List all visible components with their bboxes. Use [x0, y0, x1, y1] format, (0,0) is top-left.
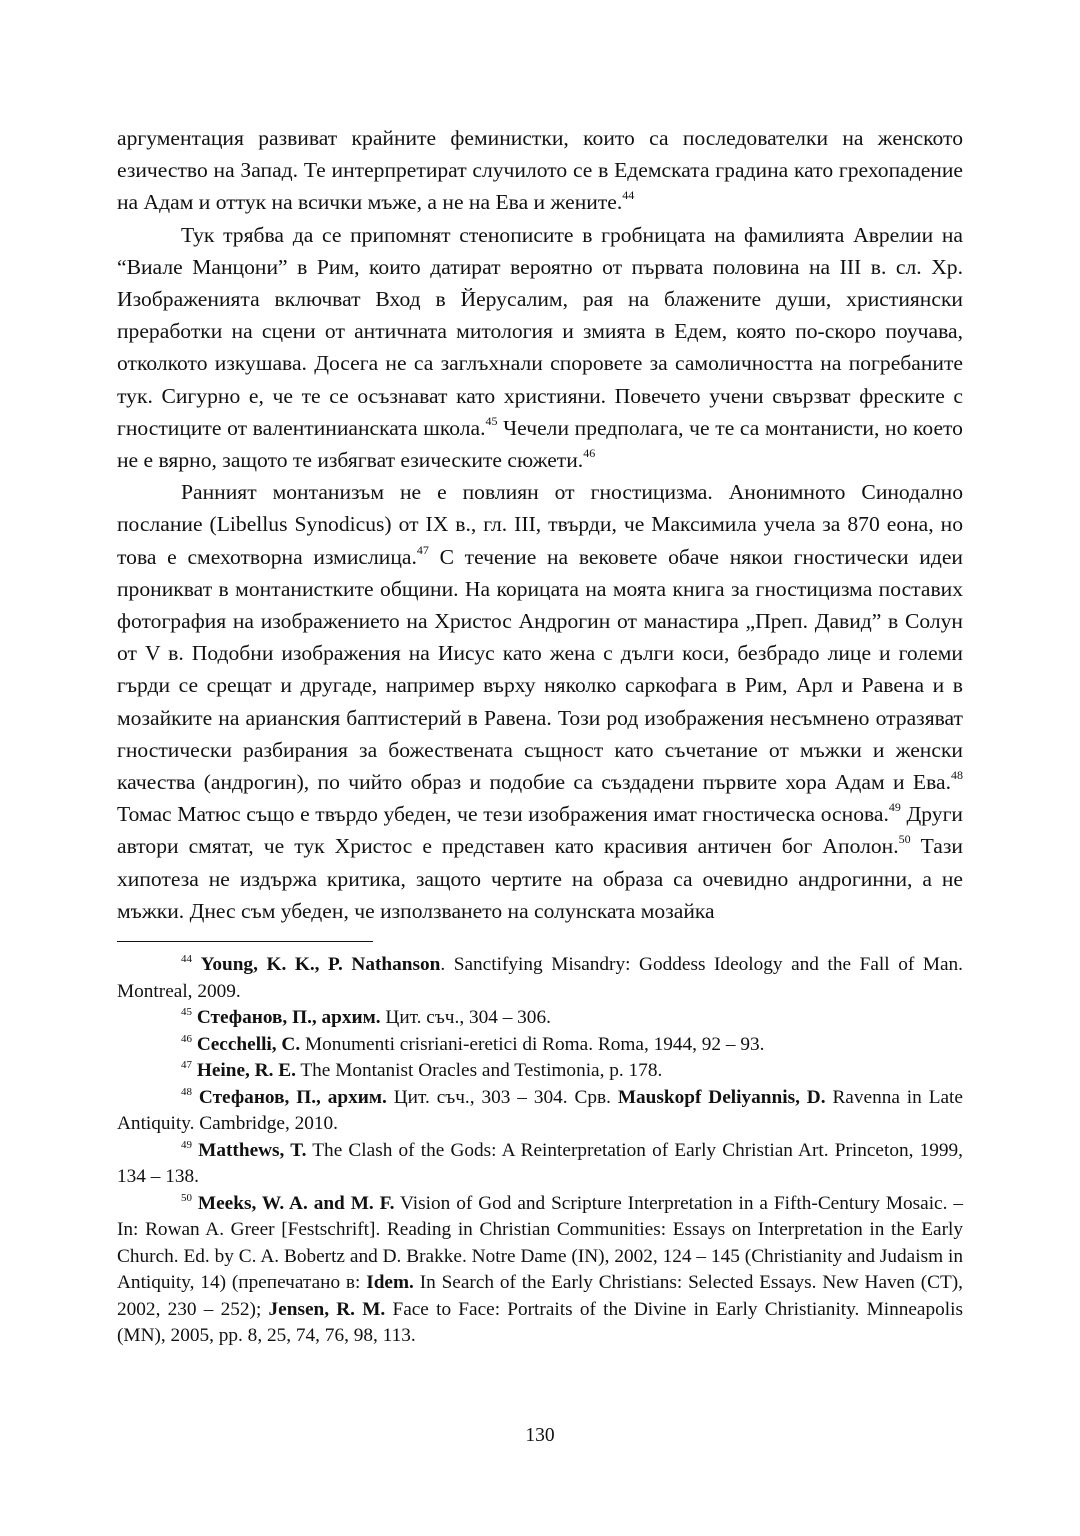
footnote-author: Meeks, W. A. and M. F.: [197, 1192, 395, 1214]
footnote-number: 50: [181, 1191, 192, 1204]
footnote-number: 45: [181, 1006, 192, 1019]
body-text: [117, 122, 963, 927]
footnote-44: [117, 952, 963, 1005]
footnote-number: 46: [181, 1032, 192, 1045]
footnote-number: 44: [181, 953, 192, 966]
footnote-author-3: Jensen, R. M.: [268, 1298, 386, 1320]
footnote-text: Цит. съч., 304 – 306.: [380, 1007, 551, 1029]
footnote-number: 49: [181, 1138, 192, 1151]
footnote-49: [117, 1138, 963, 1191]
page-number: 130: [525, 1425, 555, 1446]
footnote-ref-44[interactable]: 44: [622, 188, 635, 203]
document-page: [117, 122, 963, 1350]
footnote-45: [117, 1005, 963, 1032]
footnote-author-2: Mauskopf Deliyannis, D.: [617, 1086, 826, 1108]
footnote-text: . Sanctifying Misandry: Goddess Ideology and the Fall of Man. Montreal, 2009.: [117, 954, 963, 1002]
footnote-ref-46[interactable]: 46: [583, 446, 596, 461]
paragraph-3-text-1: Ранният монтанизъм не е повлиян от гностицизма. Анонимното Синодално послание (Libellus Synodicus) от IX в., гл. III, твърди, че Максимила учела за 870 еона, но това е смехотворна измислица.: [117, 480, 963, 569]
paragraph-3-text-5: Тази хипотеза не издържа критика, защото чертите на образа са очевидно андрогинни, а не мъжки. Днес съм убеден, че използването на солунската мозайка: [117, 834, 963, 923]
footnote-text-2: In Search of the Early Christians: Selected Essays. New Haven (CT), 2002, 230 – 252);: [117, 1272, 963, 1320]
footnote-ref-45[interactable]: 45: [485, 413, 498, 428]
footnote-author: Стефанов, П., архим.: [196, 1007, 381, 1029]
footnotes: [117, 952, 963, 1350]
paragraph-2: [117, 219, 963, 477]
paragraph-1-text: аргументация развиват крайните феминистки, които са последователки на женското езичество на Запад. Те интерпретират случилото се в Едемската градина като грехопадение на Адам и оттук на всички мъже, а не на Ева и жените.: [117, 126, 963, 215]
footnote-text: Vision of God and Scripture Interpretation in a Fifth-Century Mosaic. – In: Rowan A. Greer [Festschrift]. Reading in Christian Communities: Essays on Interpretation in the Early Church. Ed. by C. A. Bobertz and D. Brakke. Notre Dame (IN), 2002, 124 – 145 (Christianity and Judaism in Antiquity, 14) (препечатано в:: [117, 1192, 963, 1294]
footnote-author: Cecchelli, C.: [196, 1033, 301, 1055]
paragraph-3-text-2: С течение на вековете обаче някои гностически идеи проникват в монтанистките общини. На корицата на моята книга за гностицизма поставих фотография на изображението на Христос Андрогин от манастира „Преп. Давид” в Солун от V в. Подобни изображения на Иисус като жена с дълги коси, безбрадо лице и големи гърди се срещат и другаде, например върху няколко саркофага в Рим, Арл и Равена и в мозайките на арианския баптистерий в Равена. Този род изображения несъмнено отразяват гностически разбирания за божествената същност като съчетание от мъжки и женски качества (андрогин), по чийто образ и подобие са създадени първите хора Адам и Ева.: [117, 544, 963, 795]
footnote-number: 48: [181, 1085, 192, 1098]
footnote-text-3: Face to Face: Portraits of the Divine in Early Christianity. Minneapolis (MN), 2005, pp. 8, 25, 74, 76, 98, 113.: [117, 1298, 963, 1347]
footnote-text: The Montanist Oracles and Testimonia, p. 178.: [295, 1060, 663, 1082]
footnote-author: Young, K. K., P. Nathanson: [200, 954, 441, 976]
footnote-author-2: Idem.: [366, 1272, 414, 1294]
footnote-author: Matthews, T.: [198, 1139, 307, 1161]
paragraph-1: [117, 122, 963, 219]
paragraph-3-text-3: Томас Матюс също е твърдо убеден, че тези изображения имат гностическа основа.: [117, 802, 889, 827]
paragraph-3-text-4: Други автори смятат, че тук Христос е представен като красивия античен бог Аполон.: [117, 802, 963, 859]
footnote-author: Heine, R. E.: [196, 1060, 296, 1082]
footnote-separator: [117, 941, 373, 942]
footnote-ref-49[interactable]: 49: [888, 800, 901, 815]
footnote-ref-47[interactable]: 47: [416, 542, 429, 557]
footnote-ref-50[interactable]: 50: [898, 832, 911, 847]
footnote-48: [117, 1085, 963, 1138]
footnote-number: 47: [181, 1059, 192, 1072]
footnote-text: The Clash of the Gods: A Reinterpretation of Early Christian Art. Princeton, 1999, 134 – 138.: [117, 1139, 963, 1188]
paragraph-3: [117, 476, 963, 927]
footnote-50: [117, 1191, 963, 1350]
footnote-text: Цит. съч., 303 – 304. Срв.: [386, 1086, 618, 1108]
footnote-text: Monumenti crisriani-eretici di Roma. Roma, 1944, 92 – 93.: [300, 1033, 765, 1055]
paragraph-2-text-2: Чечели предполага, че те са монтанисти, но което не е вярно, защото те избягват езическите сюжети.: [117, 415, 963, 473]
footnote-author: Стефанов, П., архим.: [198, 1086, 387, 1108]
footnote-47: [117, 1058, 963, 1085]
footnote-text-2: Ravenna in Late Antiquity. Cambridge, 2010.: [117, 1086, 963, 1135]
footnote-46: [117, 1032, 963, 1059]
paragraph-2-text-1: Тук трябва да се припомнят стенописите в гробницата на фамилията Аврелии на “Виале Манцони” в Рим, които датират вероятно от първата половина на III в. сл. Хр. Изображенията включват Вход в Йерусалим, рая на блажените души, християнски преработки на сцени от античната митология и змията в Едем, която по-скоро поучава, отколкото изкушава. Досега не са заглъхнали споровете за самоличността на погребаните тук. Сигурно е, че те се осъзнават като християни. Повечето учени свързват фреските с гностиците от валентинианската школа.: [117, 222, 963, 440]
footnote-ref-48[interactable]: 48: [951, 768, 963, 783]
